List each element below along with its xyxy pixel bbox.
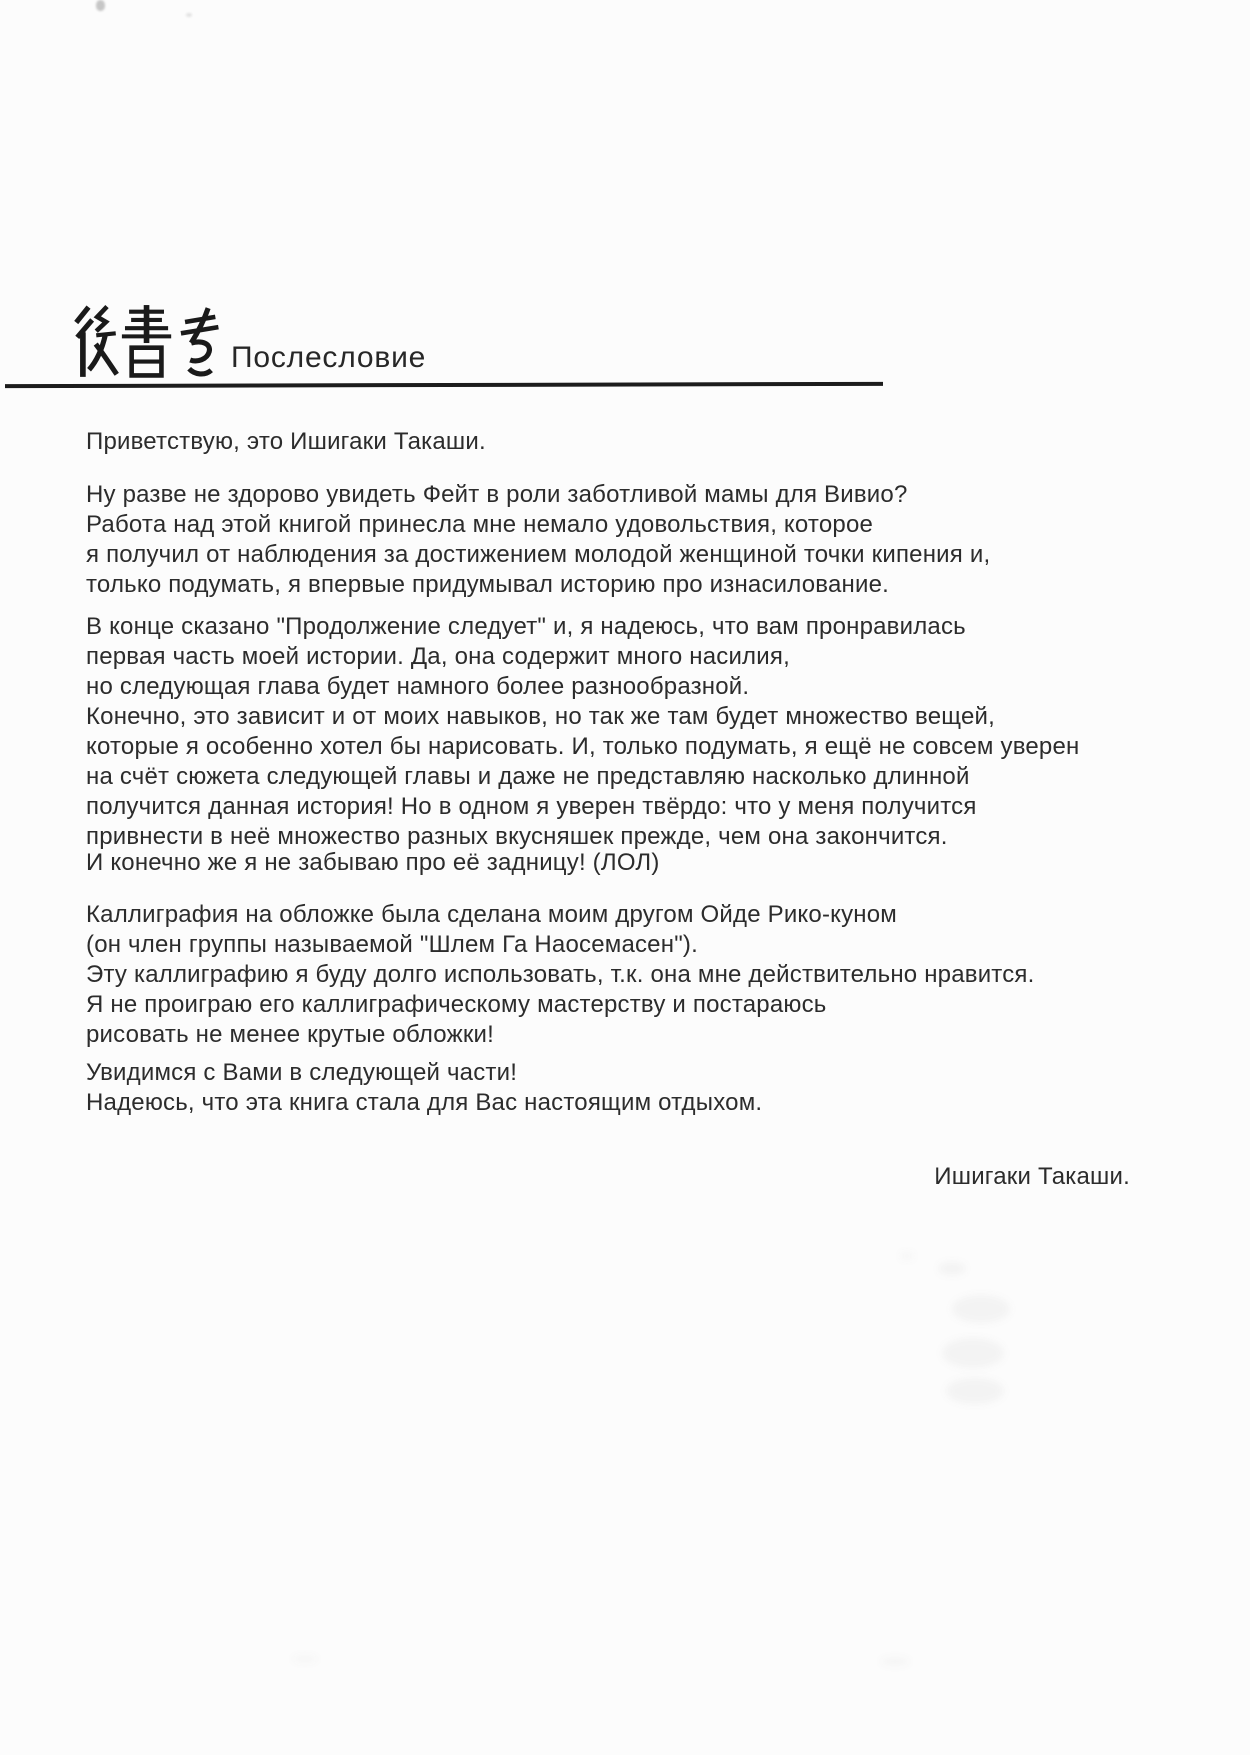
- kanji-title-text: [0, 0, 1, 1]
- paragraph: Увидимся с Вами в следующей части! Надеюсь, что эта книга стала для Вас настоящим отдыхом.: [86, 1059, 763, 1116]
- signature: Ишигаки Такаши.: [934, 1163, 1130, 1190]
- paragraph: Ну разве не здорово увидеть Фейт в роли заботливой мамы для Вивио? Работа над этой книгой принесла мне немало удовольствия, которое я получил от наблюдения за достижением молодой женщиной точки кипения и, только подумать, я впервые придумывал историю про изнасилование.: [86, 481, 991, 598]
- paragraph: Каллиграфия на обложке была сделана моим другом Ойде Рико-куном (он член группы называемой "Шлем Га Наосемасен"). Эту каллиграфию я буду долго использовать, т.к. она мне действительно нравится. Я не проиграю его каллиграфическому мастерству и постараюсь рисовать не менее крутые обложки!: [86, 901, 1035, 1048]
- paragraph: Приветствую, это Ишигаки Такаши.: [86, 428, 486, 455]
- paragraph: В конце сказано "Продолжение следует" и, я надеюсь, что вам пронравилась первая часть моей истории. Да, она содержит много насилия, но следующая глава будет намного более разнообразной. Конечно, это зависит и от моих навыков, но так же там будет множество вещей, которые я особенно хотел бы нарисовать. И, только подумать, я ещё не совсем уверен на счёт сюжета следующей главы и даже не представляю насколько длинной получится данная история! Но в одном я уверен твёрдо: что у меня получится привнести в неё множество разных вкусняшек прежде, чем она закончится.: [86, 613, 1080, 850]
- page-title: Послесловие: [231, 341, 427, 374]
- afterword-body: [86, 0, 1156, 1755]
- paragraph: И конечно же я не забываю про её задницу! (ЛОЛ): [86, 849, 660, 876]
